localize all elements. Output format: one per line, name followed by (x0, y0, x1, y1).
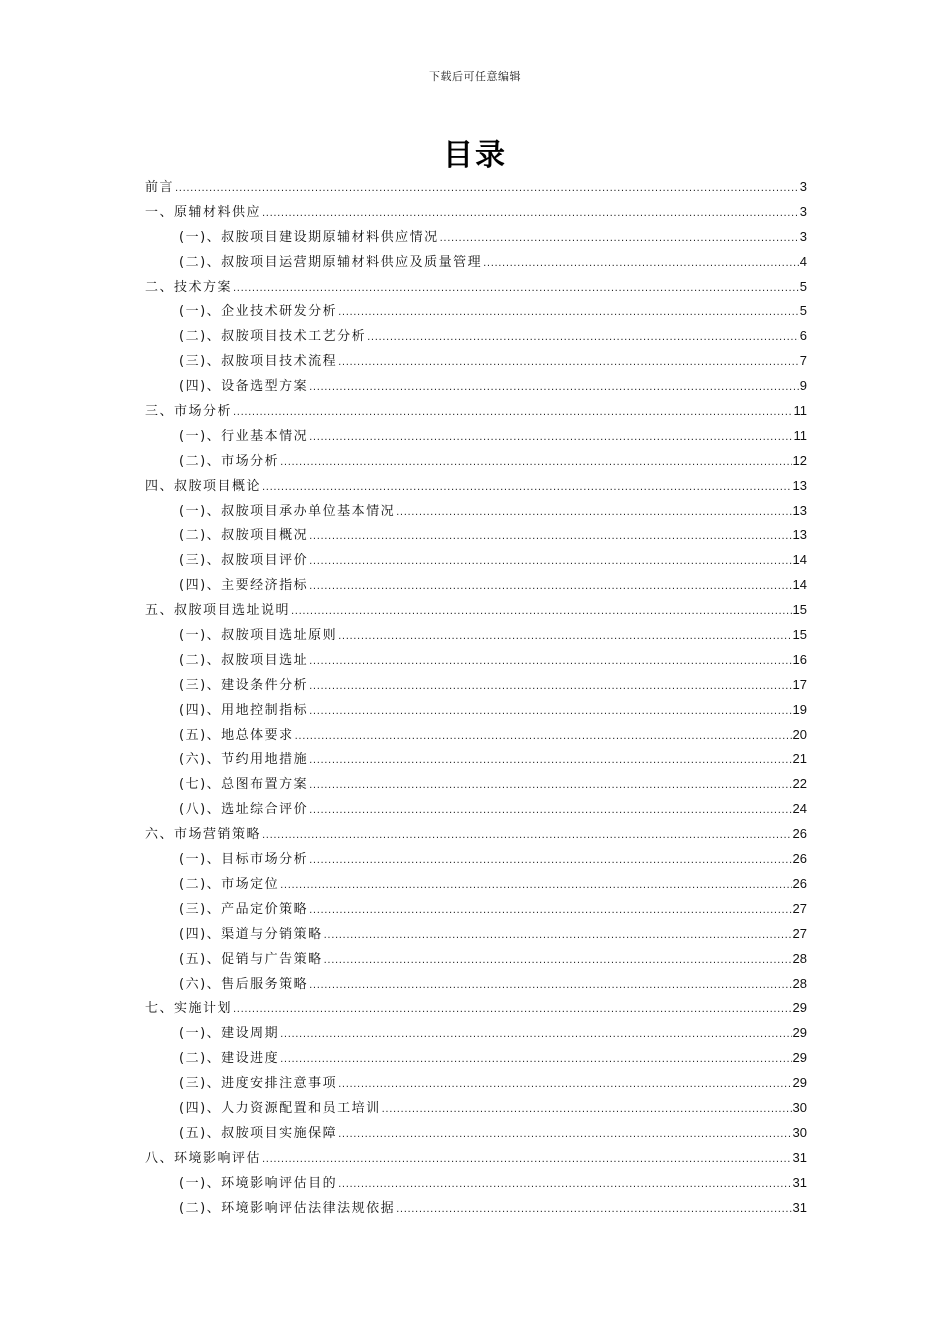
toc-entry-page-number: 21 (792, 751, 807, 767)
toc-entry-page-number: 16 (792, 651, 807, 667)
toc-entry-label: (二)、叔胺项目选址 (179, 652, 309, 668)
toc-dot-leader (309, 798, 791, 824)
toc-dot-leader (382, 1097, 792, 1123)
table-of-contents (145, 175, 807, 1220)
toc-dot-leader (233, 276, 799, 302)
toc-entry[interactable] (145, 200, 807, 225)
toc-entry-page-number: 14 (792, 552, 807, 568)
toc-entry-page-number: 9 (799, 378, 807, 394)
toc-entry-label: (二)、叔胺项目技术工艺分析 (179, 329, 367, 345)
toc-entry-label: (一)、目标市场分析 (179, 852, 309, 868)
toc-dot-leader (309, 973, 791, 999)
toc-dot-leader (396, 1197, 791, 1223)
toc-dot-leader (280, 1047, 791, 1073)
toc-dot-leader (262, 823, 792, 849)
toc-entry[interactable] (145, 175, 807, 200)
toc-dot-leader (338, 1172, 791, 1198)
toc-dot-leader (309, 524, 791, 550)
toc-entry-label: (三)、产品定价策略 (179, 901, 309, 917)
toc-entry-page-number: 26 (792, 851, 807, 867)
toc-entry[interactable] (145, 523, 807, 548)
toc-entry-page-number: 20 (792, 726, 807, 742)
toc-entry-page-number: 7 (799, 353, 807, 369)
toc-dot-leader (309, 699, 791, 725)
toc-entry[interactable] (145, 324, 807, 349)
toc-entry[interactable] (145, 499, 807, 524)
toc-entry[interactable] (145, 349, 807, 374)
toc-entry[interactable] (145, 250, 807, 275)
toc-dot-leader (309, 375, 799, 401)
toc-entry-page-number: 30 (792, 1099, 807, 1115)
toc-entry[interactable] (145, 225, 807, 250)
toc-dot-leader (483, 251, 799, 277)
page-header-note: 下载后可任意编辑 (429, 70, 521, 83)
toc-entry[interactable] (145, 1196, 807, 1221)
toc-dot-leader (175, 176, 799, 202)
toc-entry-label: (二)、市场分析 (179, 453, 280, 469)
toc-entry-label: 七、实施计划 (145, 1001, 233, 1017)
toc-entry-page-number: 5 (799, 278, 807, 294)
toc-entry-page-number: 3 (799, 179, 807, 194)
toc-entry-label: (一)、建设周期 (179, 1026, 280, 1042)
toc-dot-leader (309, 425, 792, 451)
toc-entry-page-number: 29 (792, 1050, 807, 1066)
toc-entry-label: (三)、叔胺项目技术流程 (179, 354, 338, 370)
toc-dot-leader (291, 599, 792, 625)
toc-entry[interactable] (145, 1121, 807, 1146)
toc-entry[interactable] (145, 548, 807, 573)
toc-entry-label: 三、市场分析 (145, 404, 233, 420)
toc-entry[interactable] (145, 424, 807, 449)
toc-entry-label: 四、叔胺项目概论 (145, 478, 262, 494)
toc-entry-page-number: 22 (792, 776, 807, 792)
toc-dot-leader (309, 773, 791, 799)
toc-entry-label: (七)、总图布置方案 (179, 777, 309, 793)
toc-entry-page-number: 19 (792, 701, 807, 717)
toc-entry[interactable] (145, 374, 807, 399)
toc-dot-leader (338, 624, 791, 650)
toc-entry-page-number: 15 (792, 627, 807, 643)
toc-entry-label: (二)、建设进度 (179, 1051, 280, 1067)
toc-entry[interactable] (145, 1146, 807, 1171)
toc-entry[interactable] (145, 996, 807, 1021)
toc-entry-page-number: 15 (792, 602, 807, 618)
toc-dot-leader (262, 201, 799, 227)
toc-entry-page-number: 31 (792, 1149, 807, 1165)
toc-entry-page-number: 12 (792, 452, 807, 468)
toc-entry[interactable] (145, 747, 807, 772)
toc-dot-leader (396, 500, 791, 526)
toc-entry-page-number: 3 (799, 228, 807, 244)
toc-entry-label: (四)、用地控制指标 (179, 702, 309, 718)
toc-entry-page-number: 11 (793, 427, 807, 443)
toc-entry-page-number: 28 (792, 975, 807, 991)
toc-dot-leader (309, 748, 791, 774)
toc-entry[interactable] (145, 399, 807, 424)
toc-entry-label: (六)、节约用地措施 (179, 752, 309, 768)
toc-entry-page-number: 13 (792, 502, 807, 518)
toc-dot-leader (233, 997, 792, 1023)
toc-entry[interactable] (145, 872, 807, 897)
toc-entry-label: (四)、人力资源配置和员工培训 (179, 1100, 381, 1116)
toc-entry[interactable] (145, 822, 807, 847)
toc-entry-label: (六)、售后服务策略 (179, 976, 309, 992)
toc-entry[interactable] (145, 1096, 807, 1121)
toc-entry[interactable] (145, 598, 807, 623)
toc-entry[interactable] (145, 449, 807, 474)
toc-entry-label: (五)、促销与广告策略 (179, 951, 323, 967)
toc-entry[interactable] (145, 897, 807, 922)
toc-dot-leader (338, 1122, 791, 1148)
toc-entry-label: (四)、渠道与分销策略 (179, 926, 323, 942)
toc-entry[interactable] (145, 772, 807, 797)
toc-entry-label: (四)、主要经济指标 (179, 578, 309, 594)
toc-entry[interactable] (145, 972, 807, 997)
toc-dot-leader (295, 724, 792, 750)
toc-dot-leader (280, 1022, 791, 1048)
toc-entry-label: (八)、选址综合评价 (179, 802, 309, 818)
toc-dot-leader (262, 475, 792, 501)
toc-entry-label: (一)、叔胺项目建设期原辅材料供应情况 (179, 229, 439, 245)
toc-dot-leader (309, 649, 791, 675)
toc-dot-leader (324, 923, 792, 949)
toc-entry[interactable] (145, 847, 807, 872)
toc-entry[interactable] (145, 673, 807, 698)
toc-dot-leader (233, 400, 792, 426)
toc-entry[interactable] (145, 1071, 807, 1096)
toc-entry-page-number: 31 (792, 1174, 807, 1190)
toc-entry-label: (一)、企业技术研发分析 (179, 304, 338, 320)
toc-entry[interactable] (145, 797, 807, 822)
toc-entry-page-number: 11 (793, 403, 807, 419)
toc-entry[interactable] (145, 922, 807, 947)
toc-dot-leader (309, 848, 791, 874)
toc-entry-label: 六、市场营销策略 (145, 827, 262, 843)
toc-entry[interactable] (145, 698, 807, 723)
toc-dot-leader (338, 1072, 791, 1098)
toc-title: 目录 (443, 138, 507, 173)
toc-entry-page-number: 14 (792, 577, 807, 593)
toc-entry[interactable] (145, 573, 807, 598)
toc-entry-label: (五)、地总体要求 (179, 727, 294, 743)
toc-dot-leader (309, 549, 791, 575)
toc-entry-label: 二、技术方案 (145, 279, 233, 295)
toc-dot-leader (440, 226, 799, 252)
toc-entry-page-number: 27 (792, 925, 807, 941)
toc-entry-page-number: 30 (792, 1124, 807, 1140)
toc-entry-label: (二)、叔胺项目运营期原辅材料供应及质量管理 (179, 254, 483, 270)
toc-dot-leader (262, 1147, 792, 1173)
toc-entry-label: (五)、叔胺项目实施保障 (179, 1125, 338, 1141)
toc-entry-label: (四)、设备选型方案 (179, 379, 309, 395)
toc-entry-label: (三)、叔胺项目评价 (179, 553, 309, 569)
toc-entry-label: 一、原辅材料供应 (145, 204, 262, 220)
toc-entry-page-number: 24 (792, 801, 807, 817)
toc-entry[interactable] (145, 648, 807, 673)
toc-entry-page-number: 29 (792, 1000, 807, 1016)
toc-entry-label: (一)、叔胺项目承办单位基本情况 (179, 503, 396, 519)
toc-entry-page-number: 29 (792, 1075, 807, 1091)
toc-entry[interactable] (145, 1046, 807, 1071)
toc-entry[interactable] (145, 275, 807, 300)
toc-entry-label: (二)、市场定位 (179, 876, 280, 892)
toc-entry[interactable] (145, 1021, 807, 1046)
toc-entry-label: (一)、环境影响评估目的 (179, 1175, 338, 1191)
toc-entry[interactable] (145, 947, 807, 972)
toc-entry-label: 八、环境影响评估 (145, 1150, 262, 1166)
toc-dot-leader (309, 574, 791, 600)
toc-dot-leader (309, 674, 791, 700)
toc-entry-label: (一)、行业基本情况 (179, 428, 309, 444)
toc-entry[interactable] (145, 474, 807, 499)
toc-entry[interactable] (145, 623, 807, 648)
toc-dot-leader (280, 873, 791, 899)
toc-entry-page-number: 28 (792, 950, 807, 966)
toc-entry-label: (三)、进度安排注意事项 (179, 1076, 338, 1092)
toc-entry-page-number: 4 (799, 253, 807, 269)
toc-entry-page-number: 13 (792, 527, 807, 543)
toc-dot-leader (280, 450, 791, 476)
toc-entry-page-number: 27 (792, 900, 807, 916)
toc-entry-page-number: 26 (792, 875, 807, 891)
toc-entry-label: 前言 (145, 180, 175, 195)
toc-entry-page-number: 6 (799, 328, 807, 344)
toc-entry[interactable] (145, 299, 807, 324)
toc-dot-leader (338, 350, 799, 376)
toc-entry-label: (二)、叔胺项目概况 (179, 528, 309, 544)
toc-entry-label: (一)、叔胺项目选址原则 (179, 628, 338, 644)
toc-entry-label: 五、叔胺项目选址说明 (145, 603, 291, 619)
toc-entry-page-number: 17 (792, 676, 807, 692)
toc-dot-leader (367, 325, 799, 351)
toc-dot-leader (324, 948, 792, 974)
toc-dot-leader (309, 898, 791, 924)
toc-entry-page-number: 13 (792, 477, 807, 493)
toc-entry-label: (二)、环境影响评估法律法规依据 (179, 1200, 396, 1216)
toc-entry-page-number: 31 (792, 1199, 807, 1215)
toc-entry-page-number: 3 (799, 203, 807, 219)
toc-dot-leader (338, 300, 799, 326)
toc-entry-page-number: 5 (799, 303, 807, 319)
toc-entry-page-number: 26 (792, 826, 807, 842)
toc-entry[interactable] (145, 1171, 807, 1196)
toc-entry-page-number: 29 (792, 1025, 807, 1041)
toc-entry[interactable] (145, 723, 807, 748)
toc-entry-label: (三)、建设条件分析 (179, 677, 309, 693)
